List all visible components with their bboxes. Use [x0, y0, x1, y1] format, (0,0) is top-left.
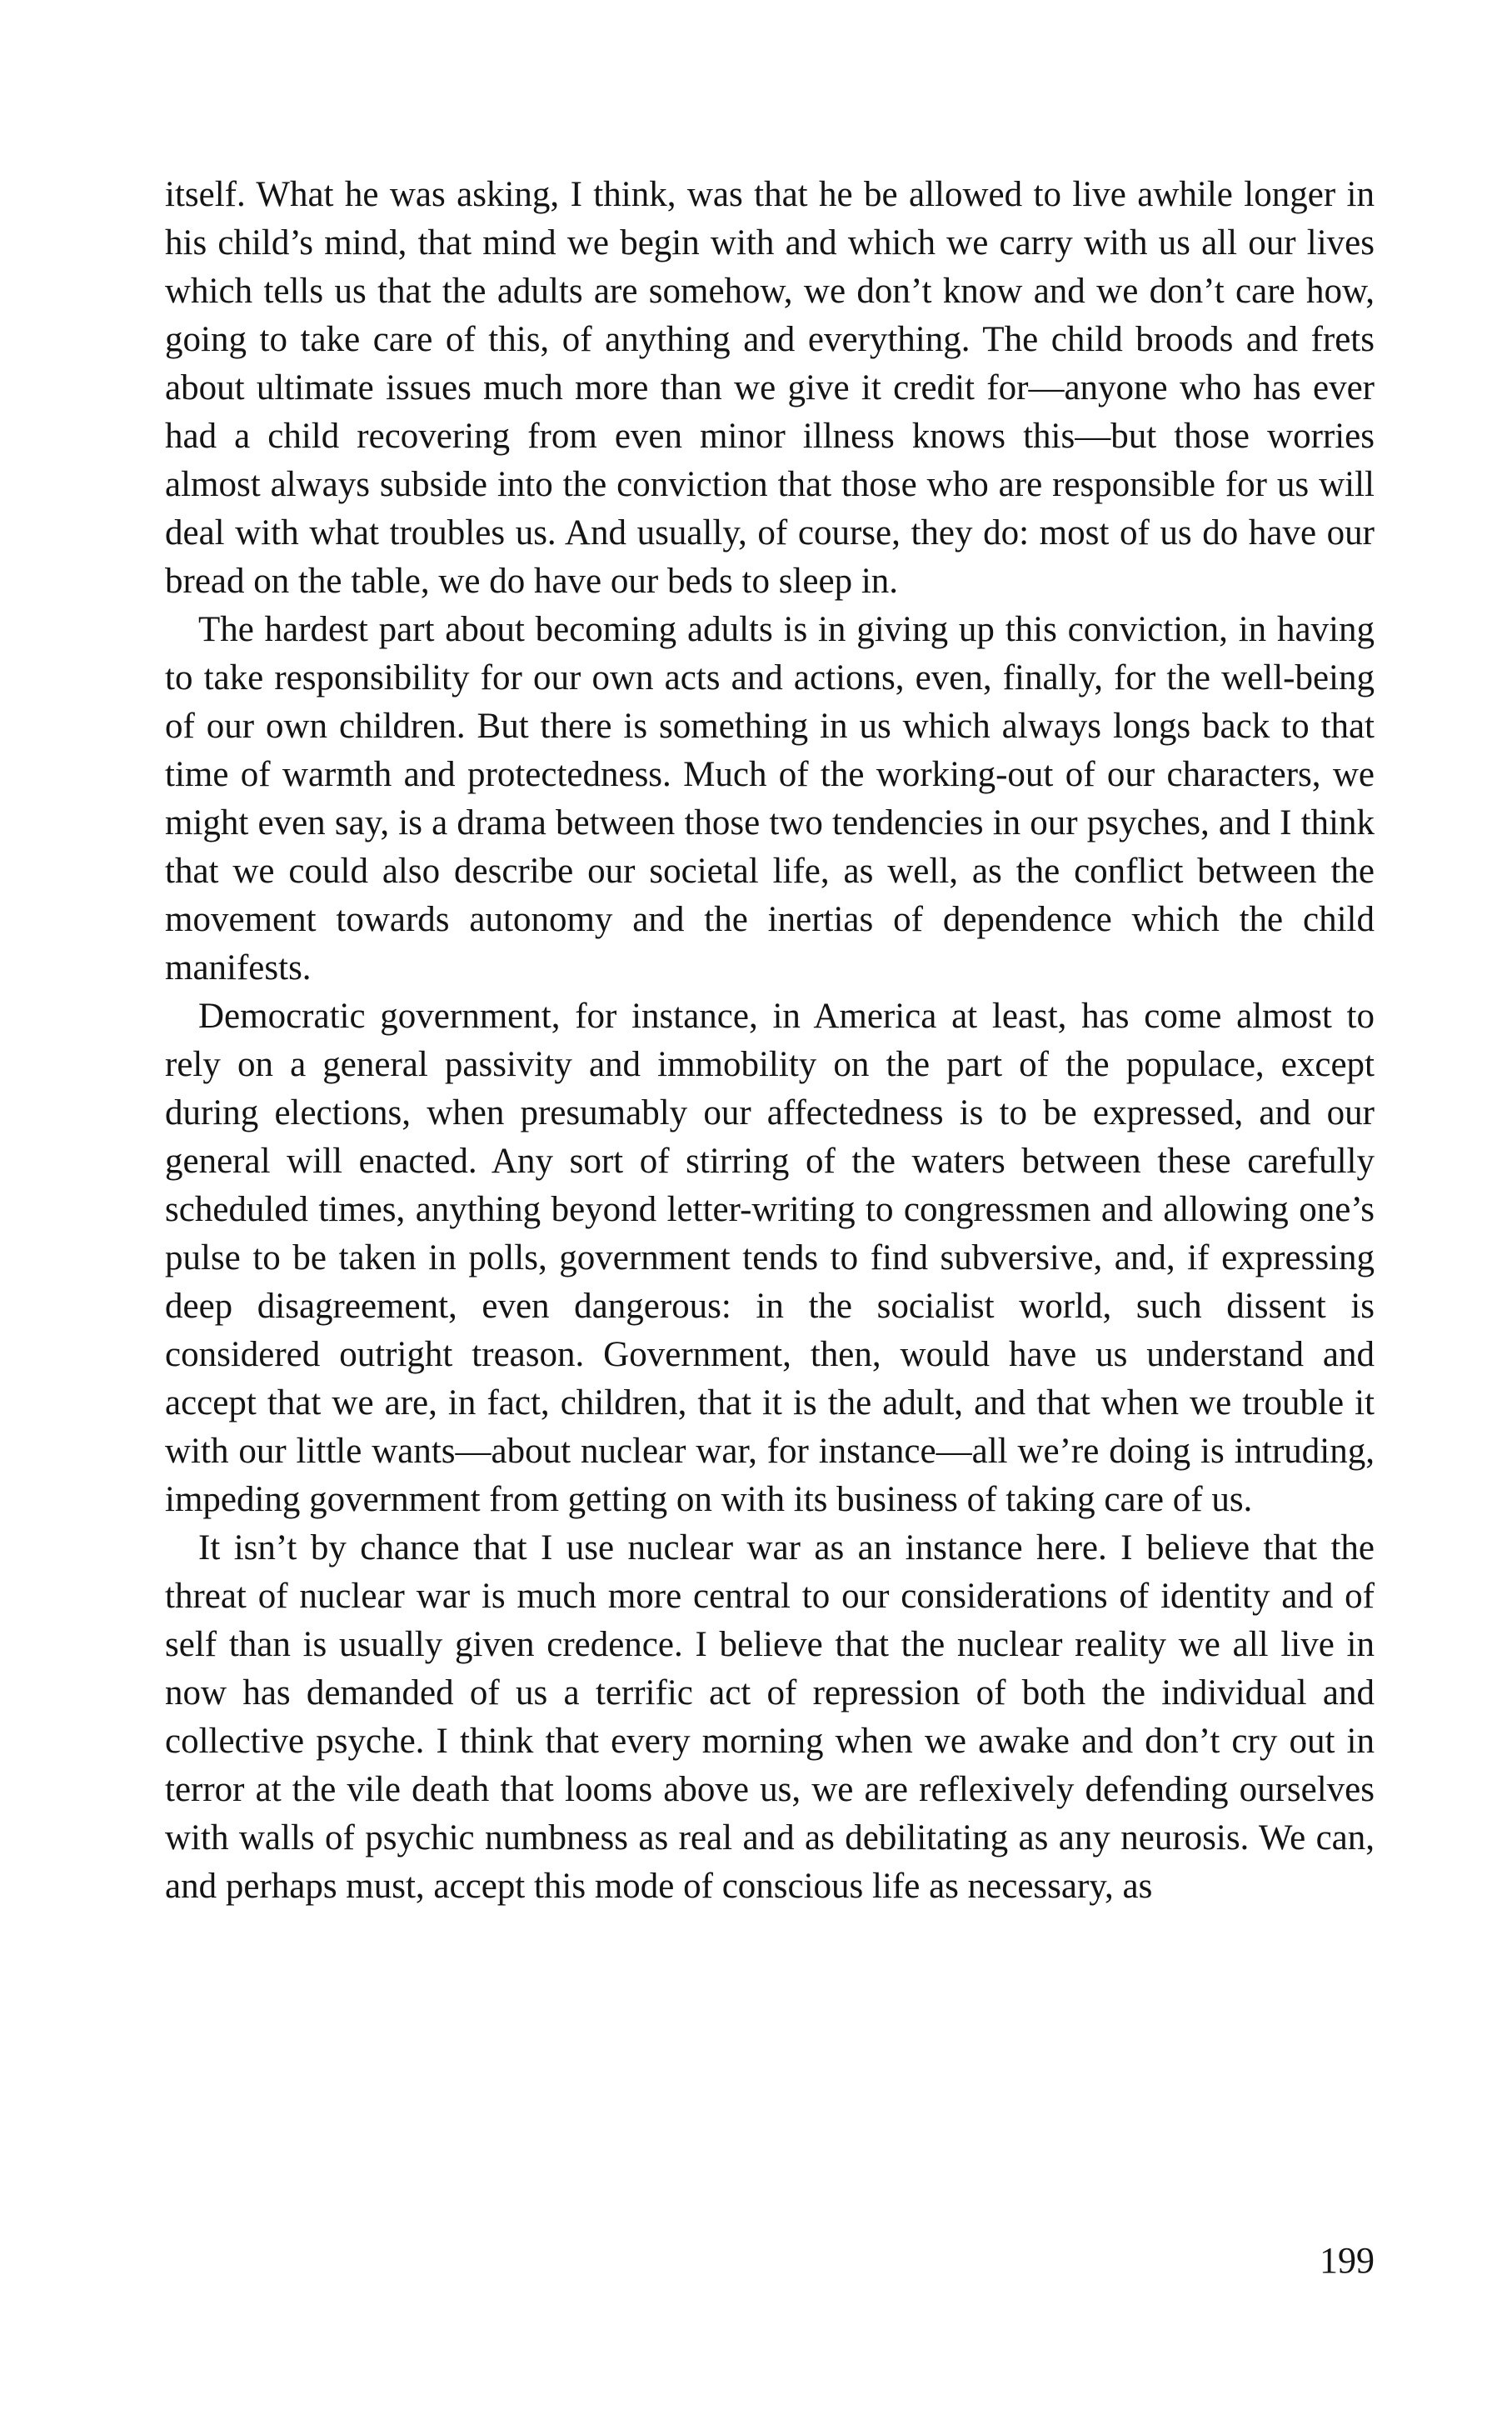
page-number: 199 — [1320, 2240, 1375, 2281]
paragraph-2: The hardest part about becoming adults is in giving up this conviction, in having to take responsibility for our own acts and actions, even, finally, for the well-being of our own children. But there is something in us which always longs back to that time of warmth and protectedness. Much of the working-out of our characters, we might even say, is a drama between those two tendencies in our psyches, and I think that we could also describe our societal life, as well, as the conflict between the movement towards autonomy and the inertias of dependence which the child manifests. — [165, 610, 1375, 988]
paragraph-1: itself. What he was asking, I think, was that he be allowed to live awhile longer in his child’s mind, that mind we begin with and which we carry with us all our lives which tells us that the adults are somehow, we don’t know and we don’t care how, going to take care of this, of anything and everything. The child broods and frets about ultimate issues much more than we give it credit for—anyone who has ever had a child recovering from even minor illness knows this—but those worries almost always subside into the conviction that those who are responsible for us will deal with what troubles us. And usually, of course, they do: most of us do have our bread on the table, we do have our beds to sleep in. — [165, 175, 1375, 601]
body-text — [165, 171, 1375, 1911]
paragraph-3: Democratic government, for instance, in America at least, has come almost to rely on a general passivity and immobility on the part of the populace, except during elections, when presumably our affectedness is to be expressed, and our general will enacted. Any sort of stirring of the waters between these carefully scheduled times, anything beyond letter-writing to congressmen and allowing one’s pulse to be taken in polls, government tends to find subversive, and, if expressing deep disagreement, even dangerous: in the socialist world, such dissent is considered outright treason. Government, then, would have us understand and accept that we are, in fact, children, that it is the adult, and that when we trouble it with our little wants—about nuclear war, for instance—all we’re doing is intruding, impeding government from getting on with its business of taking care of us. — [165, 997, 1375, 1519]
paragraph-4: It isn’t by chance that I use nuclear war as an instance here. I believe that the threat of nuclear war is much more central to our considerations of identity and of self than is usually given credence. I believe that the nuclear reality we all live in now has demanded of us a terrific act of repression of both the individual and collective psyche. I think that every morning when we awake and don’t cry out in terror at the vile death that looms above us, we are reflexively defending ourselves with walls of psychic numbness as real and as debilitating as any neurosis. We can, and perhaps must, accept this mode of conscious life as necessary, as — [165, 1528, 1375, 1906]
